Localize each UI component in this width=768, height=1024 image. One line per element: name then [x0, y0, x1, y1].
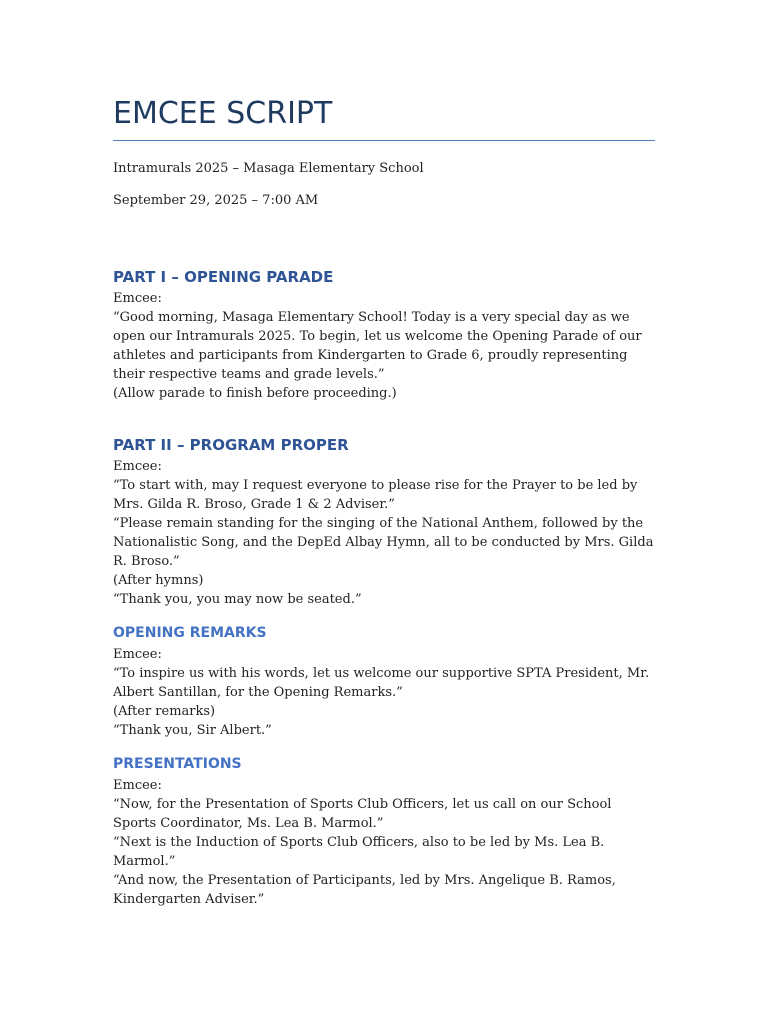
presentations-heading: PRESENTATIONS: [113, 756, 242, 772]
script-line: “Next is the Induction of Sports Club Officers, also to be led by Ms. Lea B. Marmol.”: [113, 835, 605, 869]
event-line: Intramurals 2025 – Masaga Elementary School: [113, 161, 424, 176]
part-1-section: [113, 267, 655, 403]
speaker-label: Emcee:: [113, 291, 162, 306]
script-line: “Thank you, Sir Albert.”: [113, 723, 272, 738]
speaker-label: Emcee:: [113, 647, 162, 662]
document-title: EMCEE SCRIPT: [113, 96, 655, 141]
script-line: “Please remain standing for the singing of the National Anthem, followed by the Nationalistic Song, and the DepEd Albay Hymn, all to be conducted by Mrs. Gilda R. Broso.”: [113, 516, 654, 569]
speaker-label: Emcee:: [113, 459, 162, 474]
part-1-heading: PART I – OPENING PARADE: [113, 268, 334, 286]
speaker-label: Emcee:: [113, 778, 162, 793]
document-page: [113, 96, 655, 909]
presentations-section: [113, 754, 655, 909]
script-line: “Good morning, Masaga Elementary School! Today is a very special day as we open our Intramurals 2025. To begin, let us welcome the Opening Parade of our athletes and participants from Kindergarten to Grade 6, proudly representing their respective teams and grade levels.”: [113, 310, 642, 382]
script-line: “To inspire us with his words, let us welcome our supportive SPTA President, Mr. Albert Santillan, for the Opening Remarks.”: [113, 666, 650, 700]
script-line: “And now, the Presentation of Participants, led by Mrs. Angelique B. Ramos, Kindergarten Adviser.”: [113, 873, 616, 907]
opening-remarks-heading: OPENING REMARKS: [113, 625, 267, 641]
part-2-heading: PART II – PROGRAM PROPER: [113, 436, 349, 454]
opening-remarks-section: [113, 623, 655, 740]
stage-note: (Allow parade to finish before proceeding.): [113, 386, 397, 401]
stage-note: (After hymns): [113, 573, 204, 588]
date-line: September 29, 2025 – 7:00 AM: [113, 193, 319, 208]
stage-note: (After remarks): [113, 704, 216, 719]
script-line: “To start with, may I request everyone to please rise for the Prayer to be led by Mrs. Gilda R. Broso, Grade 1 & 2 Adviser.”: [113, 478, 638, 512]
part-2-section: [113, 435, 655, 609]
script-line: “Now, for the Presentation of Sports Club Officers, let us call on our School Sports Coordinator, Ms. Lea B. Marmol.”: [113, 797, 612, 831]
script-line: “Thank you, you may now be seated.”: [113, 592, 362, 607]
